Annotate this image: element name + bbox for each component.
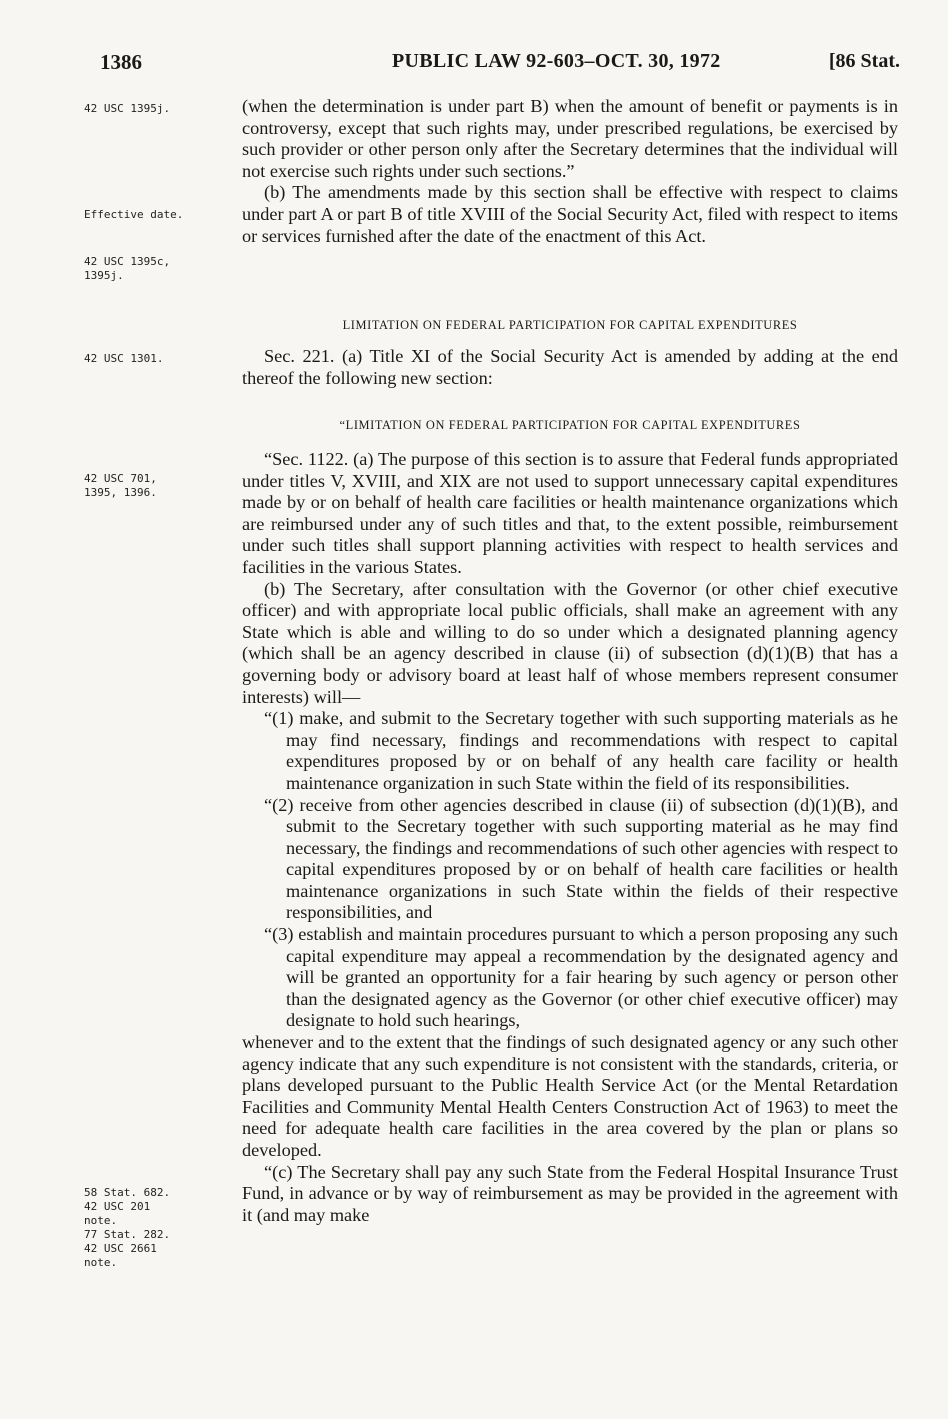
list-item: “(1) make, and submit to the Secretary together with such supporting materials as he may find necessary, findings and recommendations with respect to capital expenditures proposed by or on behalf of any health care facility or health maintenance organization in such State within the field of its responsibilities. — [264, 708, 898, 793]
text-block — [242, 96, 898, 247]
paragraph: (when the determination is under part B) when the amount of benefit or payments is in controversy, except that such rights may, under prescribed regulations, be exercised by such provider or other person only after the Secretary determines that the individual will not exercise such rights under such sections.” — [242, 96, 898, 181]
margin-note: Effective date. — [84, 208, 184, 221]
statute-reference: [86 Stat. — [828, 50, 900, 72]
margin-note: 42 USC 701, 1395, 1396. — [84, 472, 157, 499]
list-item: “(2) receive from other agencies described in clause (ii) of subsection (d)(1)(B), and submit to the Secretary together with such supporting material as he may find necessary, the findings and recommendations of such other agencies with respect to capital expenditures proposed by or on behalf of health care facilities or health maintenance organizations in such State within the fields of their respective responsibilities, and — [264, 794, 898, 923]
page-header — [100, 50, 900, 82]
section-heading: LIMITATION ON FEDERAL PARTICIPATION FOR CAPITAL EXPENDITURES — [342, 318, 798, 332]
paragraph: (b) The amendments made by this section shall be effective with respect to claims under part A or part B of title XVIII of the Social Security Act, filed with respect to items or services furnished after the date of the enactment of this Act. — [242, 182, 898, 246]
margin-note: 58 Stat. 682. 42 USC 201 note. 77 Stat. 282. 42 USC 2661 note. — [84, 1186, 171, 1269]
text-block — [242, 346, 898, 389]
margin-note: 42 USC 1395c, 1395j. — [84, 255, 171, 282]
paragraph: “(c) The Secretary shall pay any such State from the Federal Hospital Insurance Trust Fund, in advance or by way of reimbursement as may be provided in the agreement with it (and may make — [242, 1161, 898, 1225]
list-item: “(3) establish and maintain procedures pursuant to which a person proposing any such capital expenditure may appeal a recommendation by the designated agency and will be granted an opportunity for a fair hearing by such agency or person other than the designated agency as the Governor (or other chief executive officer) may designate to hold such hearings, — [264, 924, 898, 1031]
page-number: 1386 — [100, 50, 142, 74]
paragraph: whenever and to the extent that the findings of such designated agency or any such other agency indicate that any such expenditure is not consistent with the standards, criteria, or plans developed pursuant to the Public Health Service Act (or the Mental Retardation Facilities and Community Mental Health Centers Construction Act of 1963) to meet the need for adequate health care facilities in the area covered by the plan or plans so developed. — [242, 1032, 898, 1160]
text-block — [242, 449, 898, 1226]
margin-note: 42 USC 1301. — [84, 352, 164, 365]
section-heading: “LIMITATION ON FEDERAL PARTICIPATION FOR CAPITAL EXPENDITURES — [339, 418, 801, 432]
paragraph: (b) The Secretary, after consultation with the Governor (or other chief executive officer) and with appropriate local public officials, shall make an agreement with any State which is able and willing to do so under which a designated planning agency (which shall be an agency described in clause (ii) of subsection (d)(1)(B) that has a governing body or advisory board at least half of whose members represent consumer interests) will— — [242, 578, 898, 707]
paragraph: “Sec. 1122. (a) The purpose of this section is to assure that Federal funds appropriated under titles V, XVIII, and XIX are not used to support unnecessary capital expenditures made by or on behalf of health care facilities or health maintenance organizations which are reimbursed under any of such titles and that, to the extent possible, reimbursement under such titles shall support planning activities with respect to health services and facilities in the various States. — [242, 449, 898, 577]
paragraph: Sec. 221. (a) Title XI of the Social Security Act is amended by adding at the end thereof the following new section: — [242, 346, 898, 388]
margin-note: 42 USC 1395j. — [84, 102, 171, 115]
running-title: PUBLIC LAW 92-603–OCT. 30, 1972 — [392, 50, 721, 72]
